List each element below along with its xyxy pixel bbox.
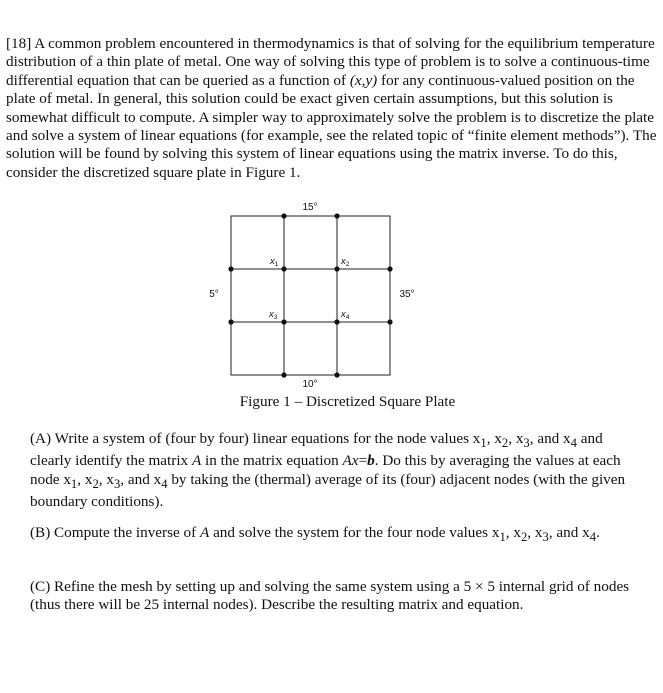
boundary-node-top-2 [334,213,339,218]
subscript: 3 [542,530,549,545]
boundary-node-left-1 [228,266,233,271]
vector-b-symbol: b [367,452,375,470]
subscript: 3 [113,476,121,491]
equals-sign: = [358,452,368,470]
subscript: 4 [589,530,597,545]
boundary-node-bottom-2 [334,372,339,377]
intro-text-end: for any continuous-valued position on the plate of metal. In general, this solution could be exact given certain assumptions, but this solution is somewhat difficult to compute. A simpler way to approximately solve the problem is to discretize the plate and solve a system of linear equations (for example, see the related topic of “finite element methods”). The solution will be found by solving this system of linear equations using the matrix inverse. To do this, consider the discretized square plate in Figure 1. [6,71,657,181]
xy-variable: (x,y) [349,71,378,89]
boundary-node-right-2 [387,319,392,324]
boundary-node-bottom-1 [281,372,286,377]
subscript: 4 [161,476,168,491]
subscript: 2 [92,476,99,491]
node-x4 [334,319,339,324]
intro-text-start: [18] A common problem encountered in thermodynamics is that of solving for the equilibrium temperature distribution of a thin plate of metal. One way of solving this type of problem is to solve a continuous-time differential equation that can be queried as a function of [6,35,655,89]
plate-grid-diagram [190,196,450,396]
part-a-text: , x [508,430,524,447]
node-label-x3: $x_3$ [269,309,278,321]
node-label-x2: $x_2$ [341,256,350,268]
part-a-text: , x [98,470,114,488]
subscript: 1 [70,476,78,491]
part-a-text: , and x [120,470,162,488]
bottom-boundary-label: 10° [302,379,318,390]
part-a-text: by taking the (thermal) average of its (four) adjacent nodes (with the given boundary conditions). [30,470,626,511]
figure-caption: Figure 1 – Discretized Square Plate [239,393,456,410]
node-x3 [281,319,286,324]
subscript: 3 [523,436,530,451]
part-b-text: . [596,524,600,541]
problem-statement [6,35,658,182]
matrix-a-symbol: A [191,452,202,470]
part-b-text: , x [505,524,521,541]
part-a-text: , and x [529,430,571,447]
subscript: 2 [501,436,509,451]
node-label-x3-sub: 3 [273,314,278,321]
plate-grid-lines [231,216,390,375]
node-label-x1-sub: 1 [274,261,279,268]
right-boundary-label: 35° [399,289,415,300]
node-x1 [281,266,286,271]
subscript: 1 [480,436,487,451]
subscript: 2 [520,530,528,545]
part-b-text: , x [527,524,543,541]
subscript: 1 [499,530,506,545]
matrix-equation-lhs: Ax [342,452,359,470]
part-a-text: . Do this by averaging the values at each node x [30,452,621,488]
part-a-question [30,430,630,512]
node-label-x4: $x_4$ [341,309,350,321]
part-a-text: , x [486,430,502,447]
boundary-node-top-1 [281,213,286,218]
node-label-x4-sub: 4 [345,314,350,321]
part-b-text: , and x [548,524,590,541]
boundary-node-right-1 [387,266,392,271]
boundary-node-left-2 [228,319,233,324]
node-label-x1: $x_1$ [270,256,279,268]
plate-outline [231,216,390,375]
top-boundary-label: 15° [302,202,318,213]
part-b-text: (B) Compute the inverse of [30,524,200,541]
part-a-text: (A) Write a system of (four by four) linear equations for the node values x [30,430,481,447]
node-label-x2-sub: 2 [345,261,350,268]
part-a-text: , x [77,470,93,488]
part-a-text: in the matrix equation [201,452,343,470]
left-boundary-label: 5° [209,289,219,300]
node-x2 [334,266,339,271]
grid-nodes [228,213,392,377]
part-b-text: and solve the system for the four node values x [209,524,500,541]
part-c-question: (C) Refine the mesh by setting up and solving the same system using a 5 × 5 internal grid of nodes (thus there will be 25 internal nodes). Describe the resulting matrix and equation. [30,578,630,614]
figure-discretized-plate [190,196,450,396]
part-a-text: and clearly identify the matrix [30,430,603,470]
part-b-question [30,524,630,546]
subscript: 4 [570,436,577,451]
matrix-a-symbol: A [199,524,210,541]
